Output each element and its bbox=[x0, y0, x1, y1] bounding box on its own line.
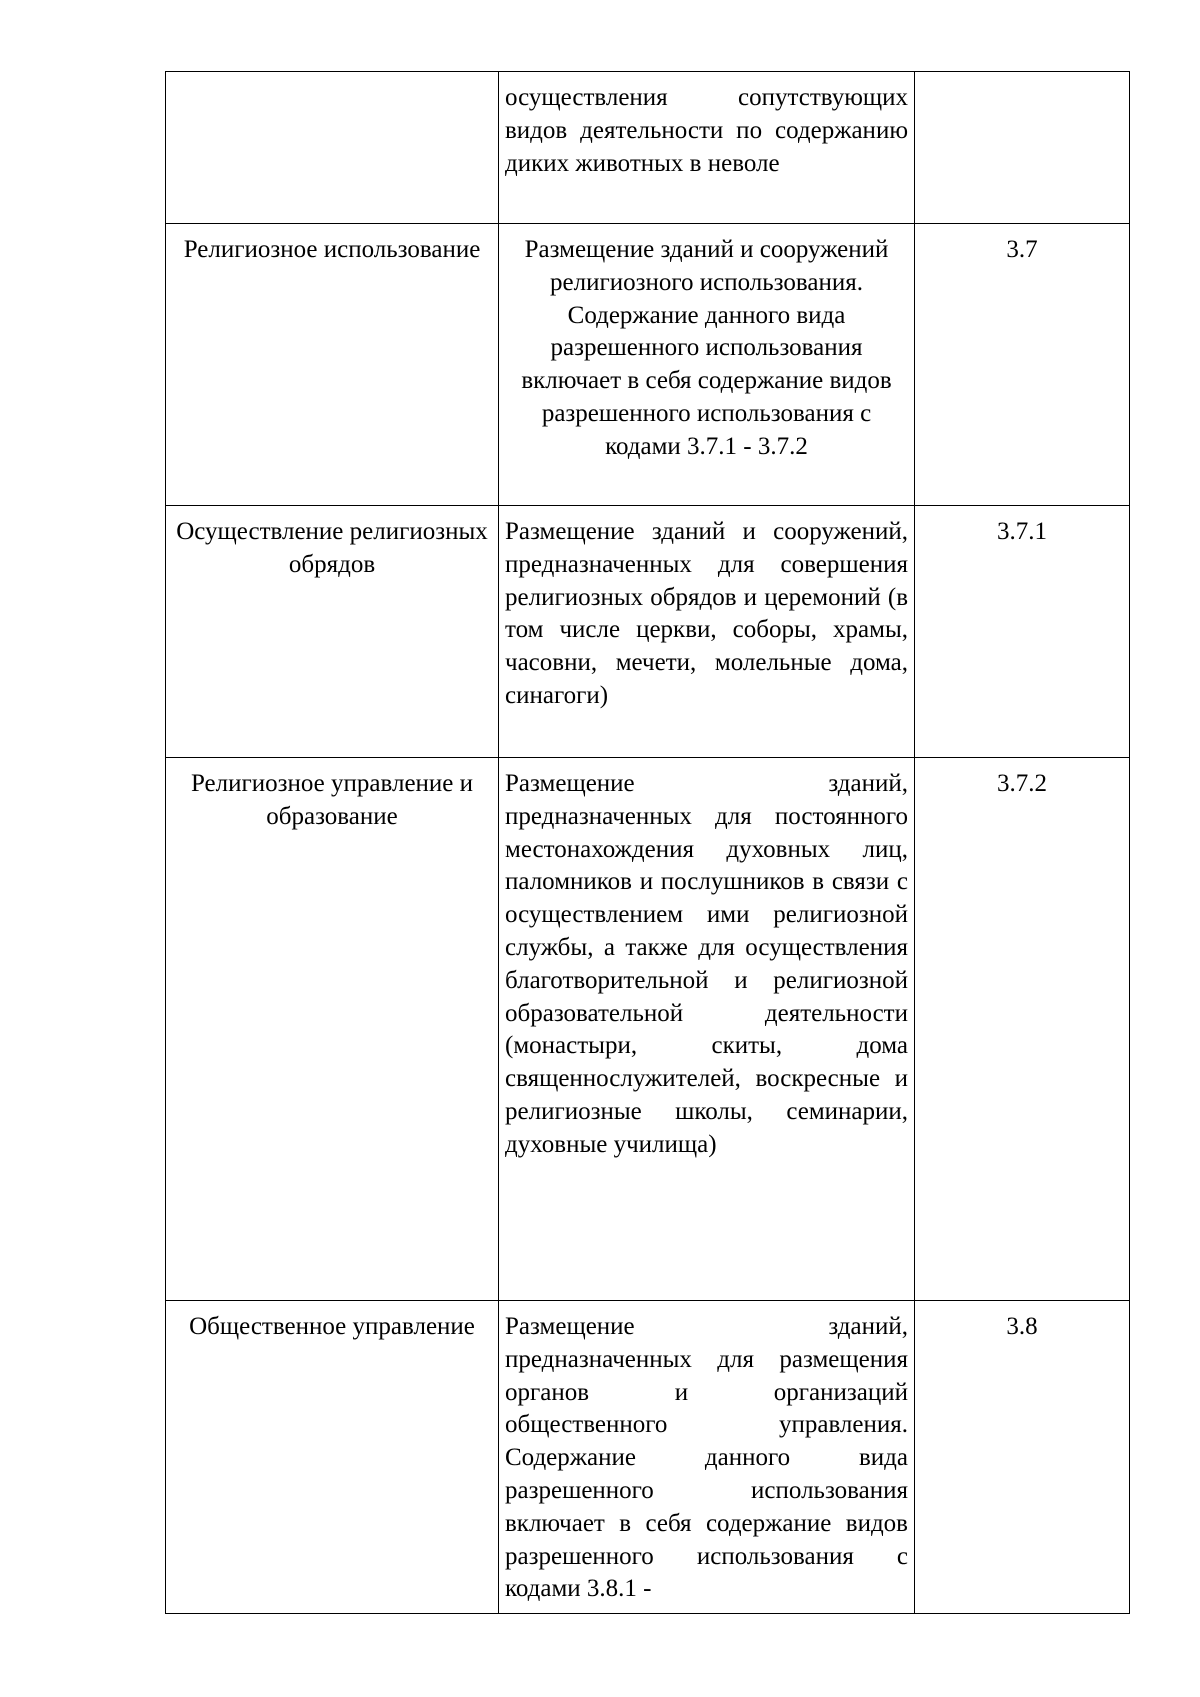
use-description-cell: Размещение зданий и сооружений, предназначенных для совершения религиозных обрядов и церемоний (в том числе церкви, соборы, храмы, часовни, мечети, молельные дома, синагоги) bbox=[499, 506, 915, 758]
use-name-cell: Религиозное управление и образование bbox=[166, 758, 499, 1301]
table-row bbox=[166, 758, 1130, 1301]
use-description-cell: Размещение зданий, предназначенных для размещения органов и организаций общественного управления. Содержание данного вида разрешенного использования включает в себя содержание видов разрешенного использования с кодами 3.8.1 - bbox=[499, 1301, 915, 1614]
table-row bbox=[166, 506, 1130, 758]
use-code-cell: 3.7.2 bbox=[915, 758, 1130, 1301]
use-code-cell: 3.7.1 bbox=[915, 506, 1130, 758]
use-name-cell: Общественное управление bbox=[166, 1301, 499, 1614]
use-name-cell: Осуществление религиозных обрядов bbox=[166, 506, 499, 758]
use-description-cell: Размещение зданий, предназначенных для постоянного местонахождения духовных лиц, паломников и послушников в связи с осуществлением ими религиозной службы, а также для осуществления благотворительной и религиозной образовательной деятельности (монастыри, скиты, дома священнослужителей, воскресные и религиозные школы, семинарии, духовные училища) bbox=[499, 758, 915, 1301]
use-name-cell bbox=[166, 72, 499, 224]
use-code-cell: 3.7 bbox=[915, 224, 1130, 506]
use-description-cell: осуществления сопутствующих видов деятельности по содержанию диких животных в неволе bbox=[499, 72, 915, 224]
land-use-table bbox=[165, 71, 1130, 1614]
use-code-cell: 3.8 bbox=[915, 1301, 1130, 1614]
table-row bbox=[166, 224, 1130, 506]
use-code-cell bbox=[915, 72, 1130, 224]
table-row bbox=[166, 1301, 1130, 1614]
table-row bbox=[166, 72, 1130, 224]
use-name-cell: Религиозное использование bbox=[166, 224, 499, 506]
use-description-cell: Размещение зданий и сооружений религиозного использования. Содержание данного вида разрешенного использования включает в себя содержание видов разрешенного использования с кодами 3.7.1 - 3.7.2 bbox=[499, 224, 915, 506]
